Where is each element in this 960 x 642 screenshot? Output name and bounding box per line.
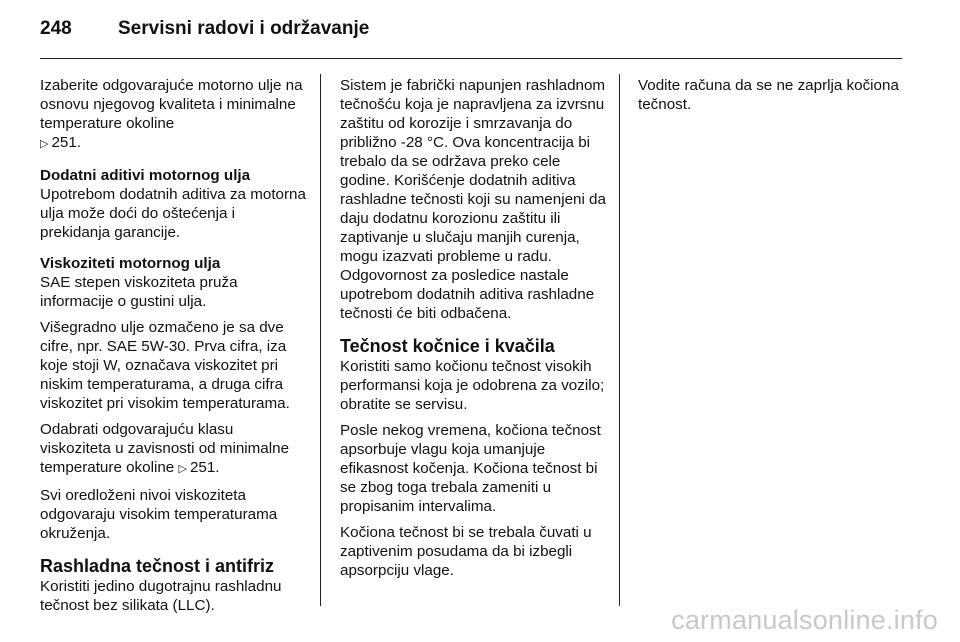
column-3 — [638, 76, 904, 121]
page-number: 248 — [40, 18, 72, 39]
triangle-right-icon: ▷ — [40, 138, 49, 150]
paragraph-brake-fluid-2: Posle nekog vremena, kočiona tečnost apsorbuje vlagu koja umanjuje efikasnost kočenja. Kočiona tečnost bi se zbog toga trebala zameniti u propisanim intervalima. — [340, 422, 601, 515]
paragraph-oil-selection: Izaberite odgovarajuće motorno ulje na osnovu njegovog kvaliteta i minimalne temperature okoline ▷ 251. — [40, 76, 306, 154]
triangle-right-icon: ▷ — [178, 463, 187, 475]
page-reference-link[interactable]: 251. — [51, 134, 82, 151]
column-2 — [340, 76, 606, 587]
paragraph-viscosity-selection: Odabrati odgovarajuću klasu viskoziteta u zavisnosti od minimalne temperature okoline ▷ 251. — [40, 420, 306, 479]
header-rule — [40, 58, 902, 59]
column-divider-1 — [320, 74, 321, 606]
paragraph-brake-fluid-1: Koristiti samo kočionu tečnost visokih performansi koja je odobrena za vozilo; obratite se servisu. — [340, 358, 605, 413]
paragraph-viscosity-multigrade: Višegradno ulje ozmačeno je sa dve cifre, npr. SAE 5W-30. Prva cifra, iza koje stoji W, označava viskozitet pri niskim temperaturama, a druga cifra viskozitet pri visokim temperaturama. — [40, 319, 290, 412]
paragraph-oil-additives: Upotrebom dodatnih aditiva za motorna ulja može doći do oštećenja i prekidanja garancije. — [40, 186, 306, 241]
paragraph-brake-fluid-contamination: Vodite računa da se ne zaprlja kočiona tečnost. — [638, 77, 899, 113]
page-reference-link[interactable]: 251. — [189, 459, 220, 476]
page-title: Servisni radovi i održavanje — [118, 18, 370, 39]
paragraph-viscosity-sae: SAE stepen viskoziteta pruža informacije o gustini ulja. — [40, 274, 238, 310]
page-header — [40, 18, 369, 50]
paragraph-brake-fluid-3: Kočiona tečnost bi se trebala čuvati u zaptivenim posudama da bi izbegli apsorpciju vlage. — [340, 524, 592, 579]
heading-oil-viscosity: Viskoziteti motornog ulja — [40, 255, 221, 272]
column-divider-2 — [619, 74, 620, 606]
watermark: carmanualsonline.info — [671, 605, 938, 635]
paragraph-viscosity-levels: Svi oredloženi nivoi viskoziteta odgovaraju visokim temperaturama okruženja. — [40, 487, 278, 542]
heading-oil-additives: Dodatni aditivi motornog ulja — [40, 167, 251, 184]
paragraph-coolant: Koristiti jedino dugotrajnu rashladnu tečnost bez silikata (LLC). — [40, 578, 282, 614]
heading-brake-fluid: Tečnost kočnice i kvačila — [340, 336, 555, 356]
heading-coolant: Rashladna tečnost i antifriz — [40, 556, 275, 576]
column-1 — [40, 76, 306, 622]
paragraph-coolant-factory: Sistem je fabrički napunjen rashladnom tečnošću koja je napravljena za izvrsnu zaštitu od korozije i smrzavanja do približno -28 °C. Ova koncentracija bi trebalo da se održava preko cele godine. Korišćenje dodatnih aditiva rashladne tečnosti koji su namenjeni da daju dodatnu korozionu zaštitu ili zaptivanje u slučaju manjih curenja, mogu izazvati probleme u radu. Odgovornost za posledice nastale upotrebom dodatnih aditiva rashladne tečnosti će biti odbačena. — [340, 77, 606, 322]
